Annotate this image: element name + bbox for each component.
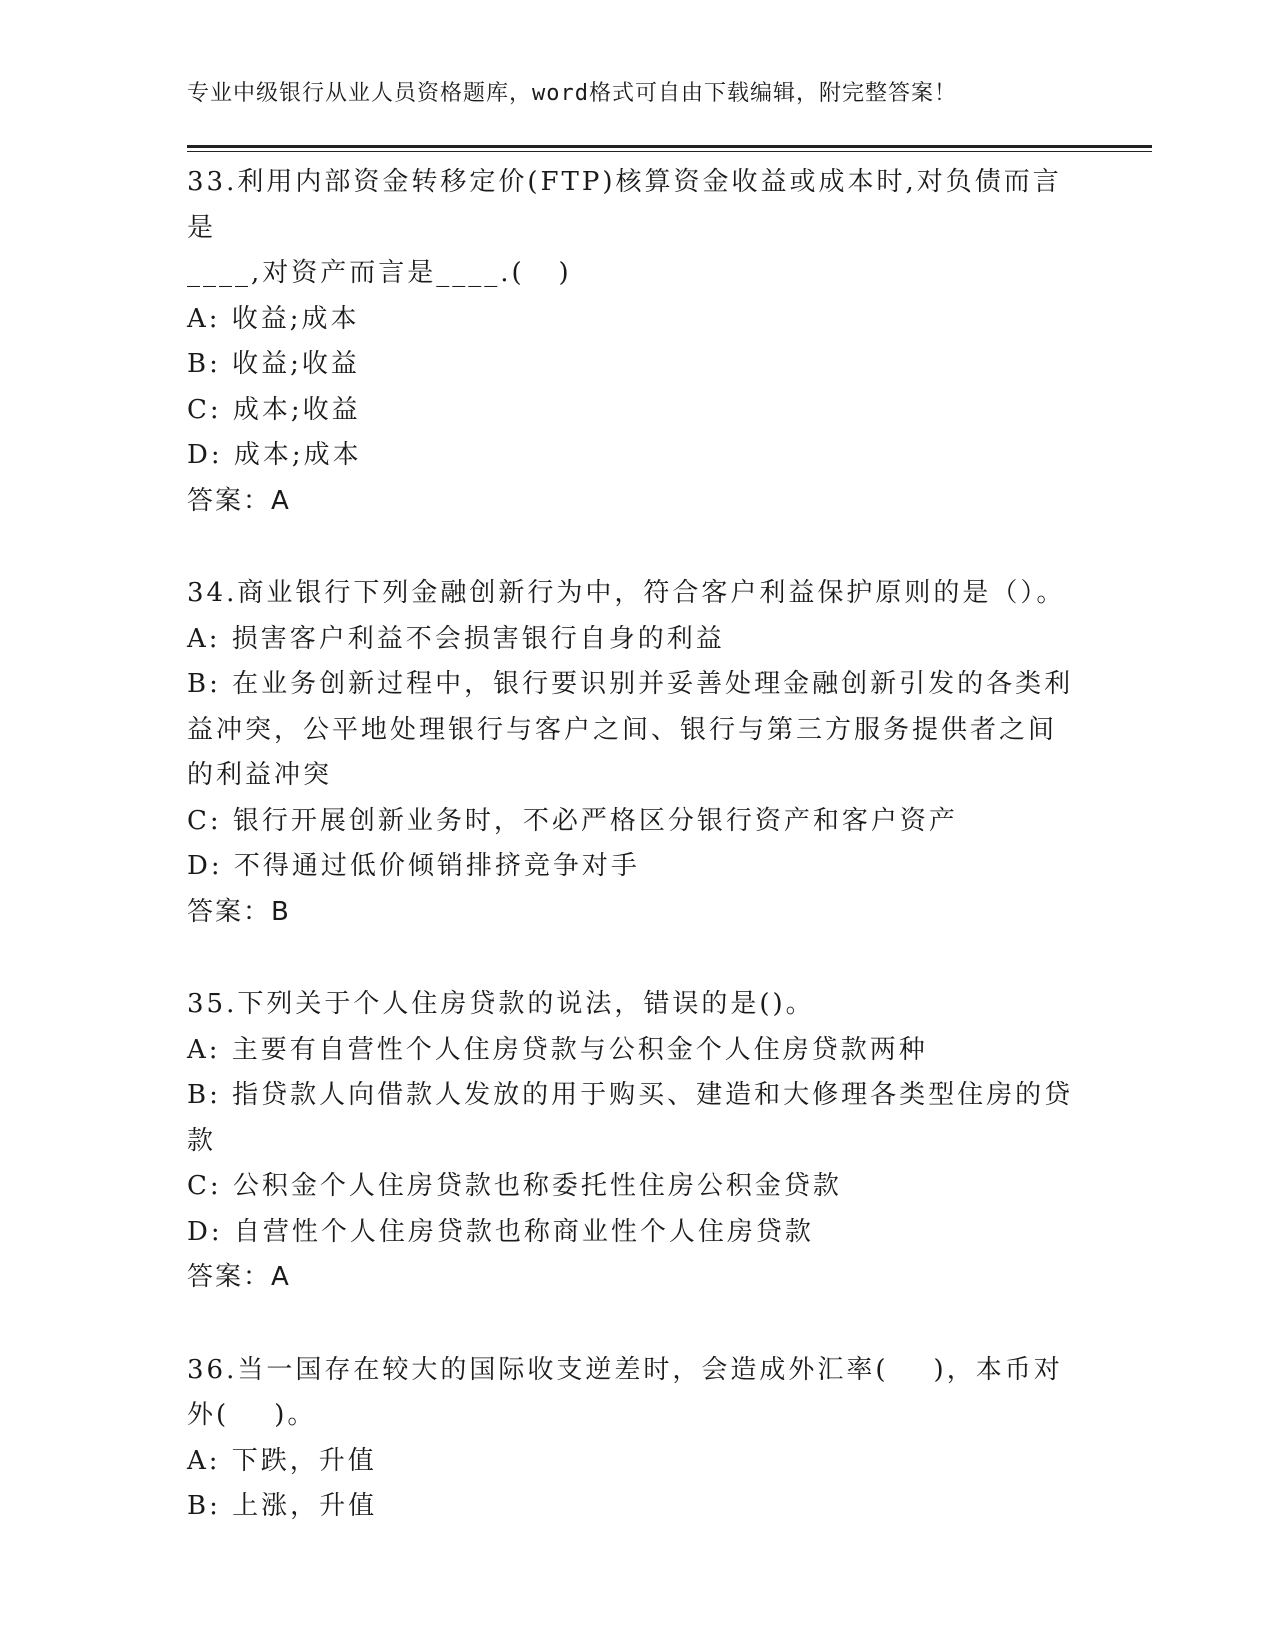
question-stem-line: 36.当一国存在较大的国际收支逆差时，会造成外汇率( )，本币对 bbox=[187, 1354, 1063, 1385]
question-34 bbox=[187, 571, 1087, 935]
answer-line: 答案：A bbox=[187, 485, 291, 516]
option-a: A: 收益;成本 bbox=[187, 303, 360, 334]
header-rule-thin bbox=[187, 151, 1152, 152]
question-35 bbox=[187, 982, 1087, 1301]
answer-line: 答案：B bbox=[187, 896, 291, 927]
document-header: 专业中级银行从业人员资格题库，word格式可自由下载编辑，附完整答案！ bbox=[187, 81, 957, 106]
option-d: D: 自营性个人住房贷款也称商业性个人住房贷款 bbox=[187, 1216, 814, 1247]
question-list bbox=[187, 160, 1087, 1577]
question-stem-line: ____,对资产而言是____.( ) bbox=[187, 258, 572, 288]
option-c: C: 成本;收益 bbox=[187, 394, 361, 425]
question-stem-line: 外( )。 bbox=[187, 1400, 317, 1430]
option-c: C: 银行开展创新业务时，不必严格区分银行资产和客户资产 bbox=[187, 805, 958, 836]
option-b: B: 收益;收益 bbox=[187, 349, 360, 379]
option-a: A: 损害客户利益不会损害银行自身的利益 bbox=[187, 623, 725, 654]
option-a: A: 主要有自营性个人住房贷款与公积金个人住房贷款两种 bbox=[187, 1034, 928, 1065]
answer-line: 答案：A bbox=[187, 1262, 291, 1292]
option-c: C: 公积金个人住房贷款也称委托性住房公积金贷款 bbox=[187, 1171, 842, 1201]
option-b: B: 指贷款人向借款人发放的用于购买、建造和大修理各类型住房的贷 款 bbox=[187, 1080, 1074, 1156]
question-stem-line: 34.商业银行下列金融创新行为中，符合客户利益保护原则的是（）。 bbox=[187, 578, 1066, 608]
question-stem-line: 33.利用内部资金转移定价(FTP)核算资金收益或成本时,对负债而言是 bbox=[187, 167, 1062, 243]
question-33 bbox=[187, 160, 1087, 524]
question-stem-line: 35.下列关于个人住房贷款的说法，错误的是()。 bbox=[187, 989, 815, 1019]
question-36 bbox=[187, 1348, 1087, 1530]
option-b: B: 上涨，升值 bbox=[187, 1491, 378, 1521]
option-a: A: 下跌，升值 bbox=[187, 1445, 377, 1476]
option-d: D: 成本;成本 bbox=[187, 440, 362, 470]
option-b: B: 在业务创新过程中，银行要识别并妥善处理金融创新引发的各类利 益冲突，公平地处理银行与客户之间、银行与第三方服务提供者之间 的利益冲突 bbox=[187, 669, 1074, 790]
header-rule-thick bbox=[187, 145, 1152, 148]
option-d: D: 不得通过低价倾销排挤竞争对手 bbox=[187, 851, 640, 881]
